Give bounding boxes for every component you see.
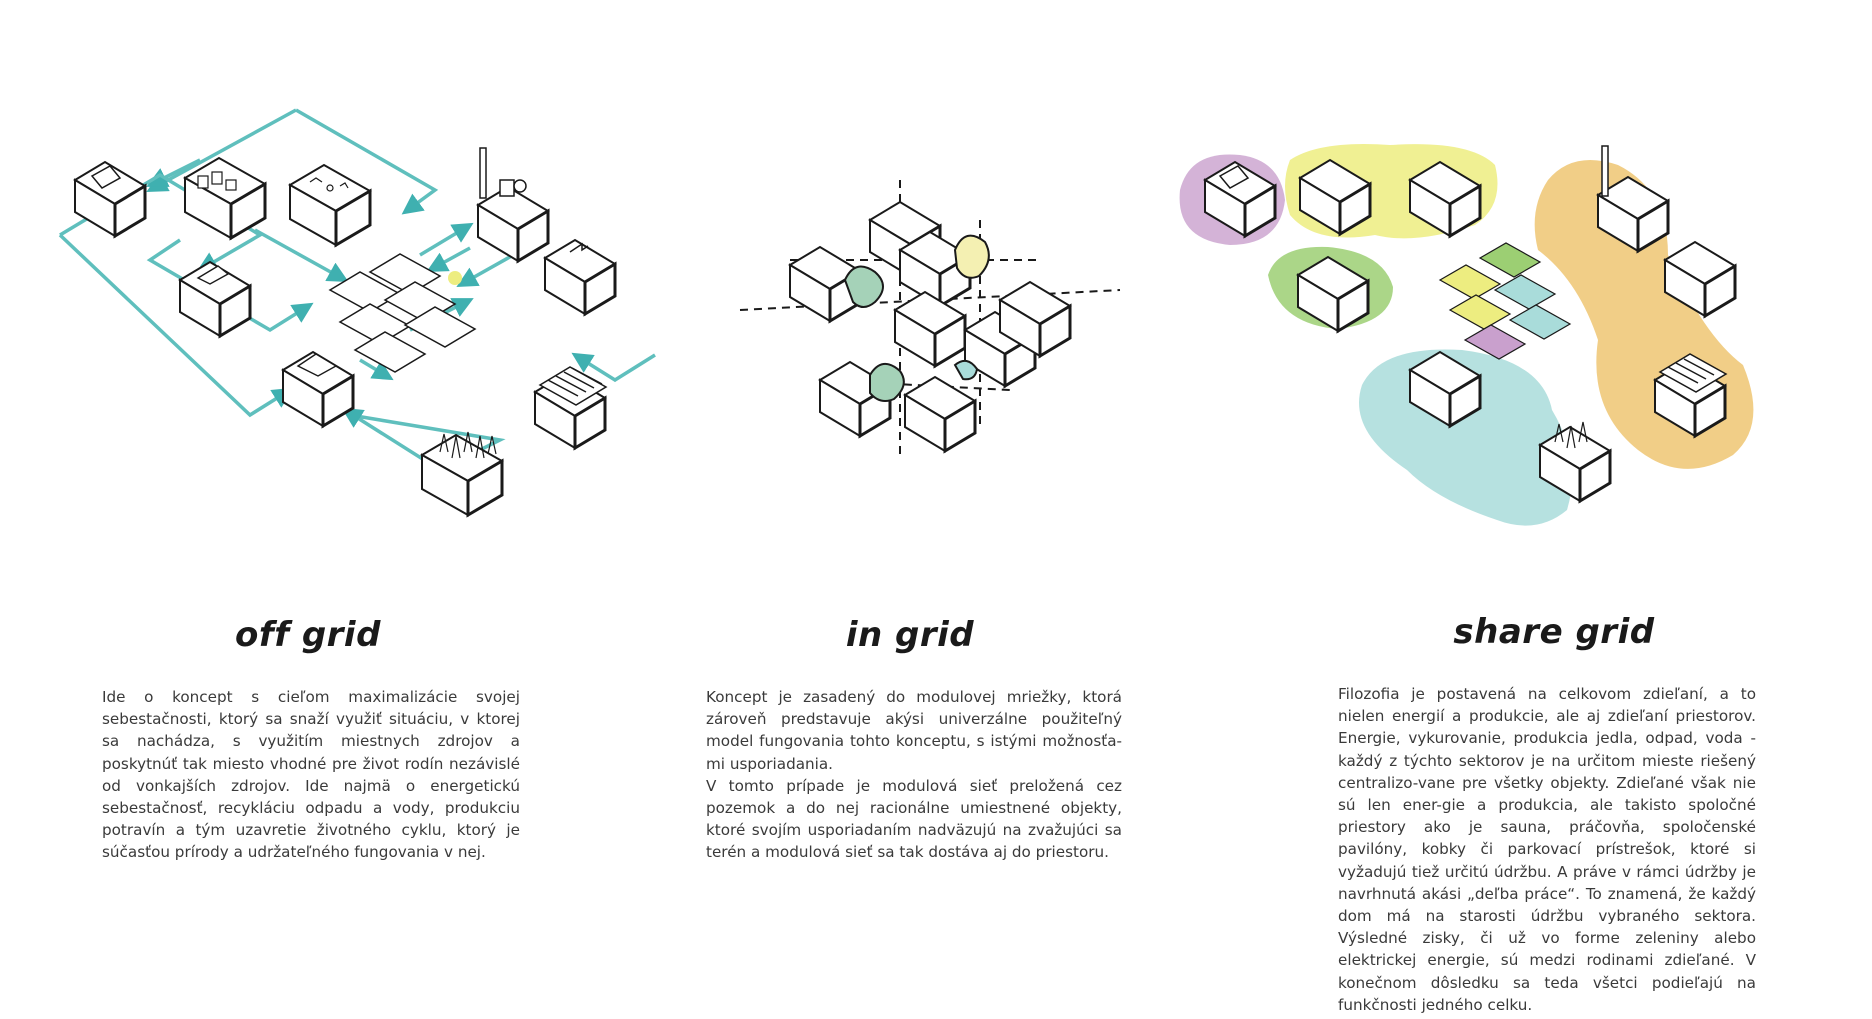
section-title: share grid [1453, 612, 1655, 652]
section-paragraph: Filozofia je postavená na celkovom zdieľaní, a to nielen energií a produkcie, ale aj zdieľaní priestorov. Energie, vykurovanie, produkcia jedla, odpad, voda - každý z týchto sektorov je na určitom mieste riešený centralizo-vane pre všetky objekty. Zdieľané však nie sú len ener-gie a produkcia, ale takisto spoločné priestory ako je sauna, práčovňa, spoločenské pavilóny, kobky či parkovací prístrešok, ktoré si vyžadujú tiež určitú údržbu. A práve v rámci údržby je navrhnutá akási „deľba práce“. To znamená, že každý dom má na starosti údržbu vybraného sektora. Výsledné zisky, či už vo forme zeleniny alebo elektrickej energie, sú medzi rodinami zdieľané. V konečnom dôsledku sa teda všetci podieľajú na funkčnosti jedného celku. [1338, 685, 1756, 1014]
section-title: in grid [845, 615, 975, 655]
in-grid-diagram [740, 180, 1120, 460]
off-grid-diagram [60, 110, 655, 515]
section-title: off grid [235, 615, 381, 655]
share-grid-diagram [1180, 144, 1754, 526]
section-paragraph: Koncept je zasadený do modulovej mriežky, ktorá zároveň predstavuje akýsi univerzálne použiteľný model fungovania tohto konceptu, s istými možnosťa-mi usporiadania. V tomto prípade je modulová sieť preložená cez pozemok a do nej racionálne umiestnené objekty, ktoré svojím usporiadaním nadväzujú na zvažujúci sa terén a modulová sieť sa tak dostáva aj do priestoru. [706, 688, 1122, 862]
chimney-factory-icon [480, 148, 526, 198]
section-paragraph: Ide o koncept s cieľom maximalizácie svojej sebestačnosti, ktorý sa snaží využiť situáciu, v ktorej sa nachádza, s využitím miestnych zdrojov a poskytnúť tak miesto vhodné pre život rodín nezávislé od vonkajších zdrojov. Ide najmä o energetickú sebestačnosť, recykláciu odpadu a vody, produkciu potravín a tým uzavretie životného cyklu, ktorý je súčasťou prírody a udržateľného fungovania v nej. [102, 688, 520, 862]
